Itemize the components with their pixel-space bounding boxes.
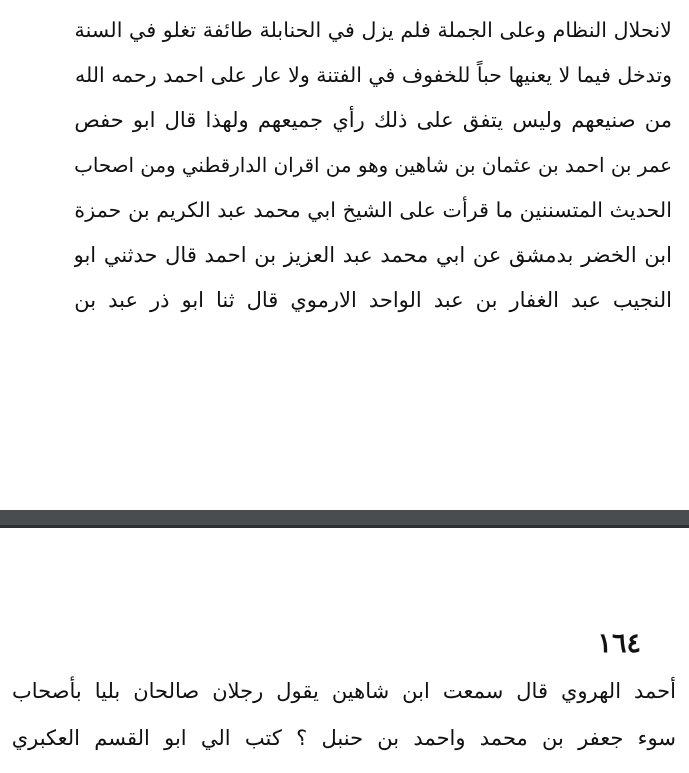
text-line-2: وتدخل فيما لا يعنيها حباً للخفوف في الفتنة ولا عار على احمد رحمه الله [74,63,672,87]
text-line-4: عمر بن احمد بن عثمان بن شاهين وهو من اقران الدارقطني ومن اصحاب [74,154,672,177]
text-line-6: ابن الخضر بدمشق عن ابي محمد عبد العزيز بن احمد قال حدثني ابو [74,243,672,267]
lower-text-line-1: أحمد الهروي قال سمعت ابن شاهين يقول رجلان صالحان بليا بأصحاب [12,679,676,703]
page-number: ١٦٤ [597,628,641,659]
text-line-1: لانحلال النظام وعلى الجملة فلم يزل في الحنابلة طائفة تغلو في السنة [74,18,672,42]
lower-page [0,528,689,773]
partial-cut-line [74,0,672,8]
text-line-3: من صنيعهم وليس يتفق على ذلك رأي جميعهم ولهذا قال ابو حفص [74,108,672,132]
lower-page-text [12,668,676,762]
text-line-5: الحديث المتسننين ما قرأت على الشيخ ابي محمد عبد الكريم بن حمزة [74,198,672,222]
page-divider [0,510,689,528]
text-line-7: النجيب عبد الغفار بن عبد الواحد الارموي قال ثنا ابو ذر عبد بن [74,288,672,312]
lower-text-line-2: سوء جعفر بن محمد واحمد بن حنبل ؟ كتب الي ابو القسم العكبري [12,726,676,750]
upper-page-text [74,0,672,323]
